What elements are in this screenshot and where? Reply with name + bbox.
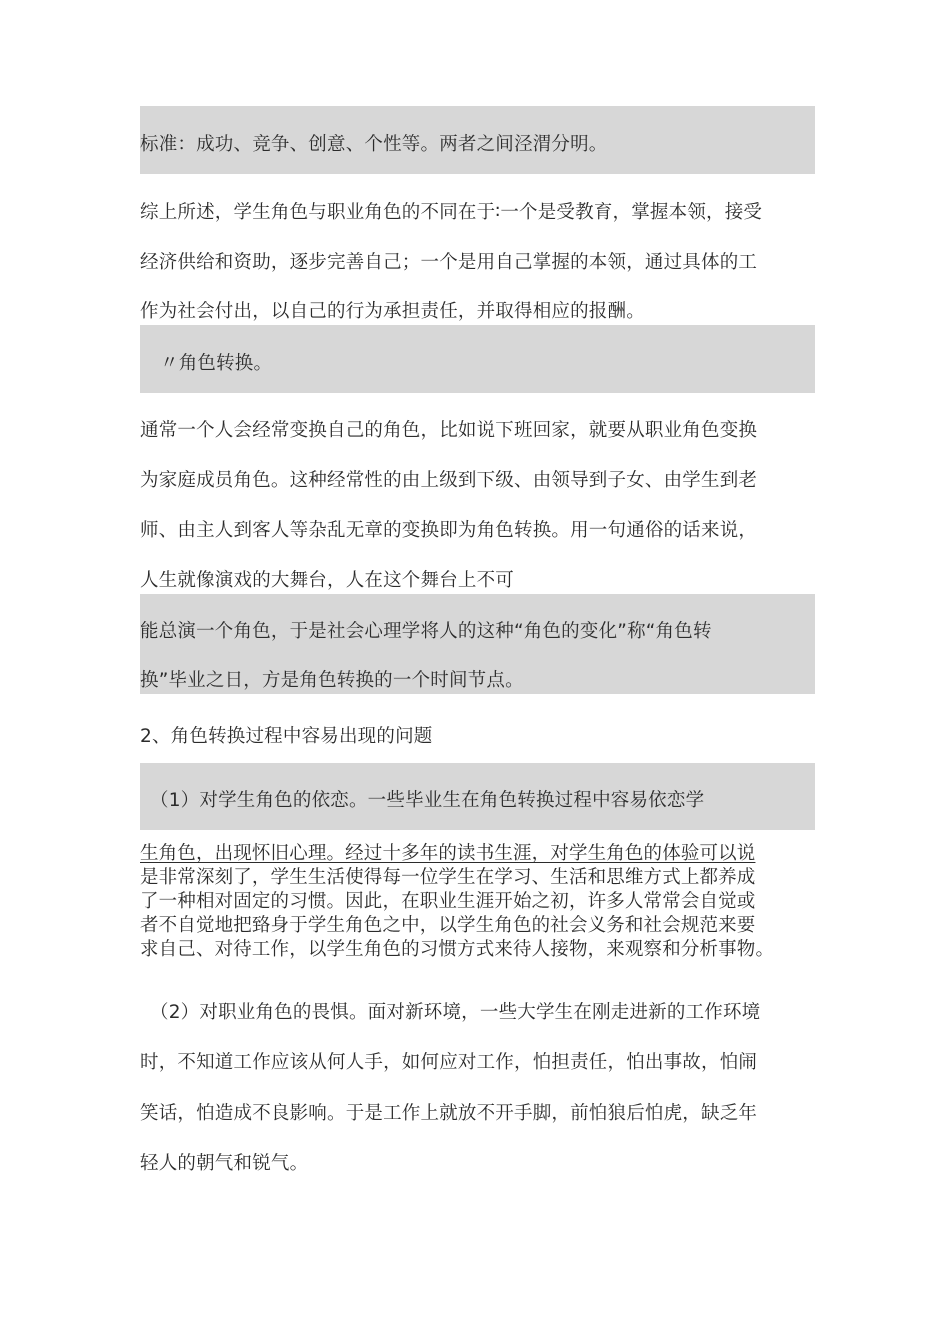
- paragraph-line: 作为社会付出，以自己的行为承担责任，并取得相应的报酬。: [140, 301, 645, 322]
- paragraph-line: 经济供给和资助，逐步完善自己；一个是用自己掌握的本领，通过具体的工: [140, 252, 758, 273]
- paragraph-line: 人生就像演戏的大舞台，人在这个舞台上不可: [140, 570, 515, 591]
- paragraph-line: 换”毕业之日，方是角色转换的一个时间节点。: [140, 670, 524, 691]
- paragraph-line: 生角色，出现怀旧心理。经过十多年的读书生涯，对学生角色的体验可以说: [140, 843, 756, 864]
- paragraph-line: 求自己、对待工作，以学生角色的习惯方式来待人接物，来观察和分析事物。: [140, 939, 775, 960]
- paragraph-line: 标准：成功、竞争、创意、个性等。两者之间泾渭分明。: [140, 134, 608, 155]
- section-heading: 〃角色转换。: [160, 353, 273, 374]
- paragraph-line: 是非常深刻了，学生生活使得每一位学生在学习、生活和思维方式上都养成: [140, 867, 756, 888]
- dense-paragraph: [140, 842, 822, 962]
- section-heading: 2、角色转换过程中容易出现的问题: [140, 726, 433, 747]
- paragraph-line: 者不自觉地把臵身于学生角色之中，以学生角色的社会义务和社会规范来要: [140, 915, 756, 936]
- paragraph-line: 师、由主人到客人等杂乱无章的变换即为角色转换。用一句通俗的话来说，: [140, 520, 758, 541]
- paragraph-line: 了一种相对固定的习惯。因此，在职业生涯开始之初，许多人常常会自觉或: [140, 891, 756, 912]
- paragraph-line: 时，不知道工作应该从何人手，如何应对工作，怕担责任，怕出事故，怕闹: [140, 1052, 758, 1073]
- paragraph-line: 通常一个人会经常变换自己的角色，比如说下班回家，就要从职业角色变换: [140, 420, 758, 441]
- paragraph-line: 综上所述，学生角色与职业角色的不同在于∶一个是受教育，掌握本领，接受: [140, 202, 763, 223]
- paragraph-line: 轻人的朝气和锐气。: [140, 1153, 309, 1174]
- paragraph-line: 笑话，怕造成不良影响。于是工作上就放不开手脚，前怕狼后怕虎，缺乏年: [140, 1103, 758, 1124]
- paragraph-line: （1）对学生角色的依恋。一些毕业生在角色转换过程中容易依恋学: [150, 790, 705, 811]
- paragraph-line: （2）对职业角色的畏惧。面对新环境，一些大学生在刚走进新的工作环境: [150, 1002, 761, 1023]
- paragraph-line: 能总演一个角色，于是社会心理学将人的这种“角色的变化”称“角色转: [140, 621, 712, 642]
- paragraph-line: 为家庭成员角色。这种经常性的由上级到下级、由领导到子女、由学生到老: [140, 470, 758, 491]
